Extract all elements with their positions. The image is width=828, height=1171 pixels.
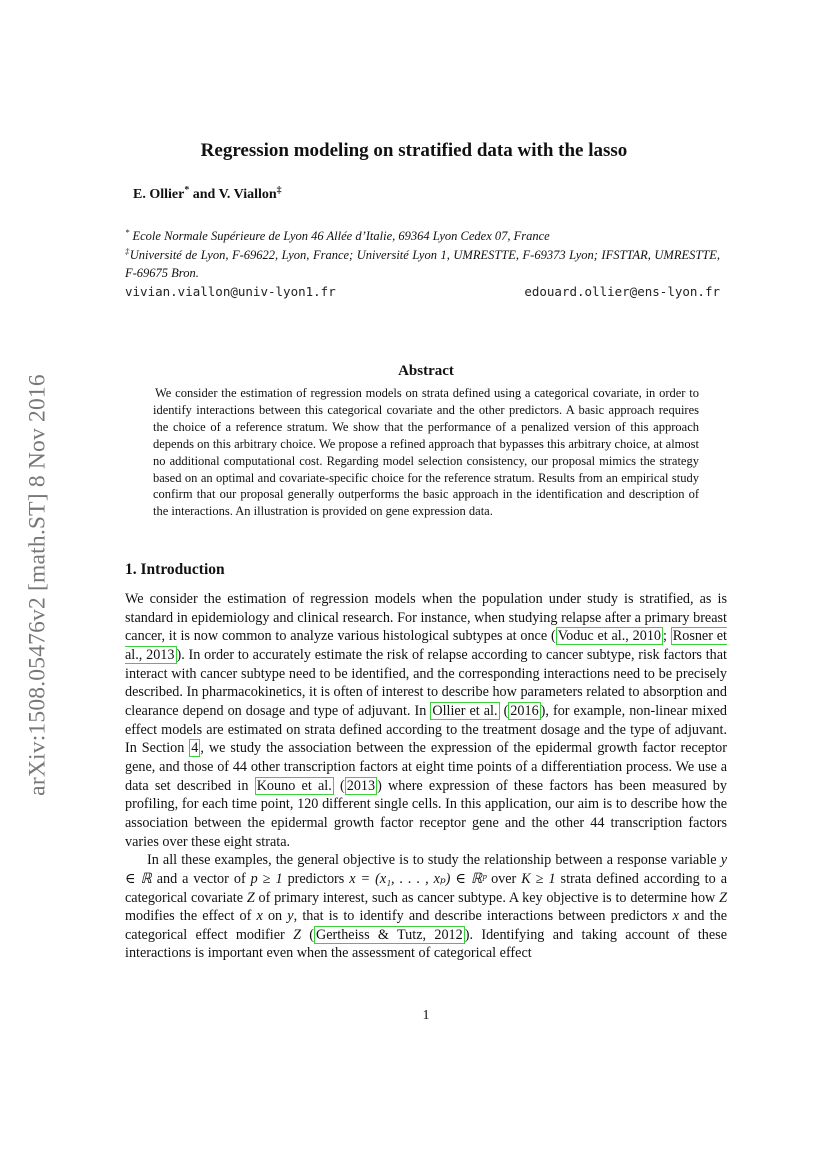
- abstract-body: [153, 385, 699, 520]
- math-run: Z: [293, 926, 301, 943]
- text-run: strata defined according to a categorical covariate: [125, 870, 727, 906]
- citation-link-ollier-year[interactable]: 2016: [510, 702, 539, 719]
- math-run: Z: [719, 889, 727, 906]
- abstract-text: We consider the estimation of regression models on strata defined using a categorical covariate, in order to identify interactions between this categorical covariate and the other predictors. A basic approach requires the choice of a reference stratum. We show that the performance of a penalized version of this approach depends on this arbitrary choice. We propose a refined approach that bypasses this arbitrary choice, at almost no additional computational cost. Regarding model selection consistency, our proposal mimics the strategy based on an optimal and covariate-specific choice for the reference stratum. Results from an empirical study confirm that our proposal generally outperforms the basic approach in the identification and description of the interactions. An illustration is provided on gene expression data.: [153, 386, 699, 519]
- text-run: predictors: [282, 870, 350, 887]
- page-number: 1: [422, 1008, 430, 1023]
- intro-paragraph-2: [125, 851, 727, 963]
- text-run: ). Identifying and taking account of these interactions is important even when the assessment of categorical effect: [125, 926, 727, 962]
- text-run: ) where expression of these factors has been measured by profiling, for each time point, 120 different single cells. In this application, our aim is to describe how the association between the epidermal growth factor receptor gene and the other 44 transcription factors varies over these eight strata.: [125, 777, 727, 850]
- affiliation-lyon-mark: ‡: [125, 245, 130, 256]
- author-viallon-mark: ‡: [276, 184, 282, 196]
- math-run: p ≥ 1: [250, 870, 283, 887]
- text-run: on: [262, 908, 288, 925]
- text-run: ;: [663, 628, 671, 645]
- citation-link-gertheiss[interactable]: Gertheiss & Tutz, 2012: [316, 926, 463, 943]
- math-run: x: [672, 908, 679, 925]
- citation-link-kouno-year[interactable]: 2013: [346, 777, 376, 794]
- text-run: , we study the association between the expression of the epidermal growth factor receptor gene, and those of 44 other transcription factors at eight time points of a differentiation process. We use a data set described in: [125, 740, 727, 794]
- paper-title: Regression modeling on stratified data with the lasso: [200, 140, 628, 161]
- author-viallon: V. Viallon: [218, 187, 277, 202]
- author-connector: and: [189, 187, 219, 202]
- section-heading-introduction: 1. Introduction: [125, 561, 225, 578]
- text-run: and a vector of: [151, 870, 251, 887]
- math-run: x = (x₁, . . . , xₚ) ∈ ℝᵖ: [349, 870, 487, 887]
- arxiv-identifier: arXiv:1508.05476v2 [math.ST] 8 Nov 2016: [24, 374, 51, 796]
- text-run: (: [300, 926, 314, 943]
- email-ollier[interactable]: edouard.ollier@ens-lyon.fr: [524, 284, 720, 299]
- author-ollier: E. Ollier: [133, 187, 185, 202]
- section-link-4[interactable]: 4: [191, 740, 199, 757]
- affiliation-ens-mark: *: [125, 226, 130, 237]
- citation-link-voduc[interactable]: Voduc et al., 2010: [557, 628, 662, 645]
- text-run: , that is to identify and describe interactions between predictors: [293, 908, 673, 925]
- affiliation-ens-text: Ecole Normale Supérieure de Lyon 46 Allée d’Italie, 69364 Lyon Cedex 07, France: [129, 229, 550, 243]
- email-row: [125, 284, 720, 299]
- math-run: y: [287, 908, 294, 925]
- math-run: y ∈ ℝ: [125, 852, 727, 887]
- text-run: We consider the estimation of regression models when the population under study is stratified, as is standard in epidemiology and clinical research. For instance, when studying relapse after a primary breast cancer, it is now common to analyze various histological subtypes at once (: [125, 591, 727, 645]
- author-ollier-mark: *: [184, 184, 190, 196]
- text-run: over: [486, 870, 522, 887]
- text-run: In all these examples, the general objective is to study the relationship between a response variable: [147, 852, 721, 869]
- math-run: x: [256, 908, 263, 925]
- author-line: [133, 184, 282, 203]
- text-run: and the categorical effect modifier: [125, 908, 728, 943]
- citation-link-kouno[interactable]: Kouno et al.: [256, 777, 332, 794]
- email-viallon[interactable]: vivian.viallon@univ-lyon1.fr: [125, 284, 336, 299]
- citation-link-rosner[interactable]: Rosner et al., 2013: [125, 628, 727, 663]
- text-run: ). In order to accurately estimate the risk of relapse according to cancer subtype, risk factors that interact with cancer subtype need to be identified, and the corresponding interactions need to be precisely described. In pharmacokinetics, it is often of interest to describe how parameters related to absorption and clearance depend on dosage and type of adjuvant. In: [125, 646, 728, 719]
- text-run: (: [499, 702, 509, 719]
- introduction-body: [125, 590, 727, 963]
- text-run: of primary interest, such as cancer subtype. A key objective is to determine how: [254, 889, 720, 906]
- math-run: K ≥ 1: [521, 870, 556, 887]
- citation-link-ollier[interactable]: Ollier et al.: [432, 702, 498, 719]
- text-run: ), for example, non-linear mixed effect models are estimated on strata defined according to the treatment dosage and the type of adjuvant. In Section: [125, 702, 727, 757]
- math-run: Z: [246, 889, 255, 906]
- abstract-heading: Abstract: [398, 363, 454, 379]
- text-run: modifies the effect of: [125, 908, 257, 925]
- intro-paragraph-1: [125, 590, 727, 851]
- affiliation-lyon: [125, 246, 720, 282]
- affiliation-lyon-text: Université de Lyon, F-69622, Lyon, France; Université Lyon 1, UMRESTTE, F-69373 Lyon; IFSTTAR, UMRESTTE, F-69675 Bron.: [125, 248, 720, 280]
- affiliation-ens: [125, 227, 720, 245]
- text-run: (: [333, 777, 345, 794]
